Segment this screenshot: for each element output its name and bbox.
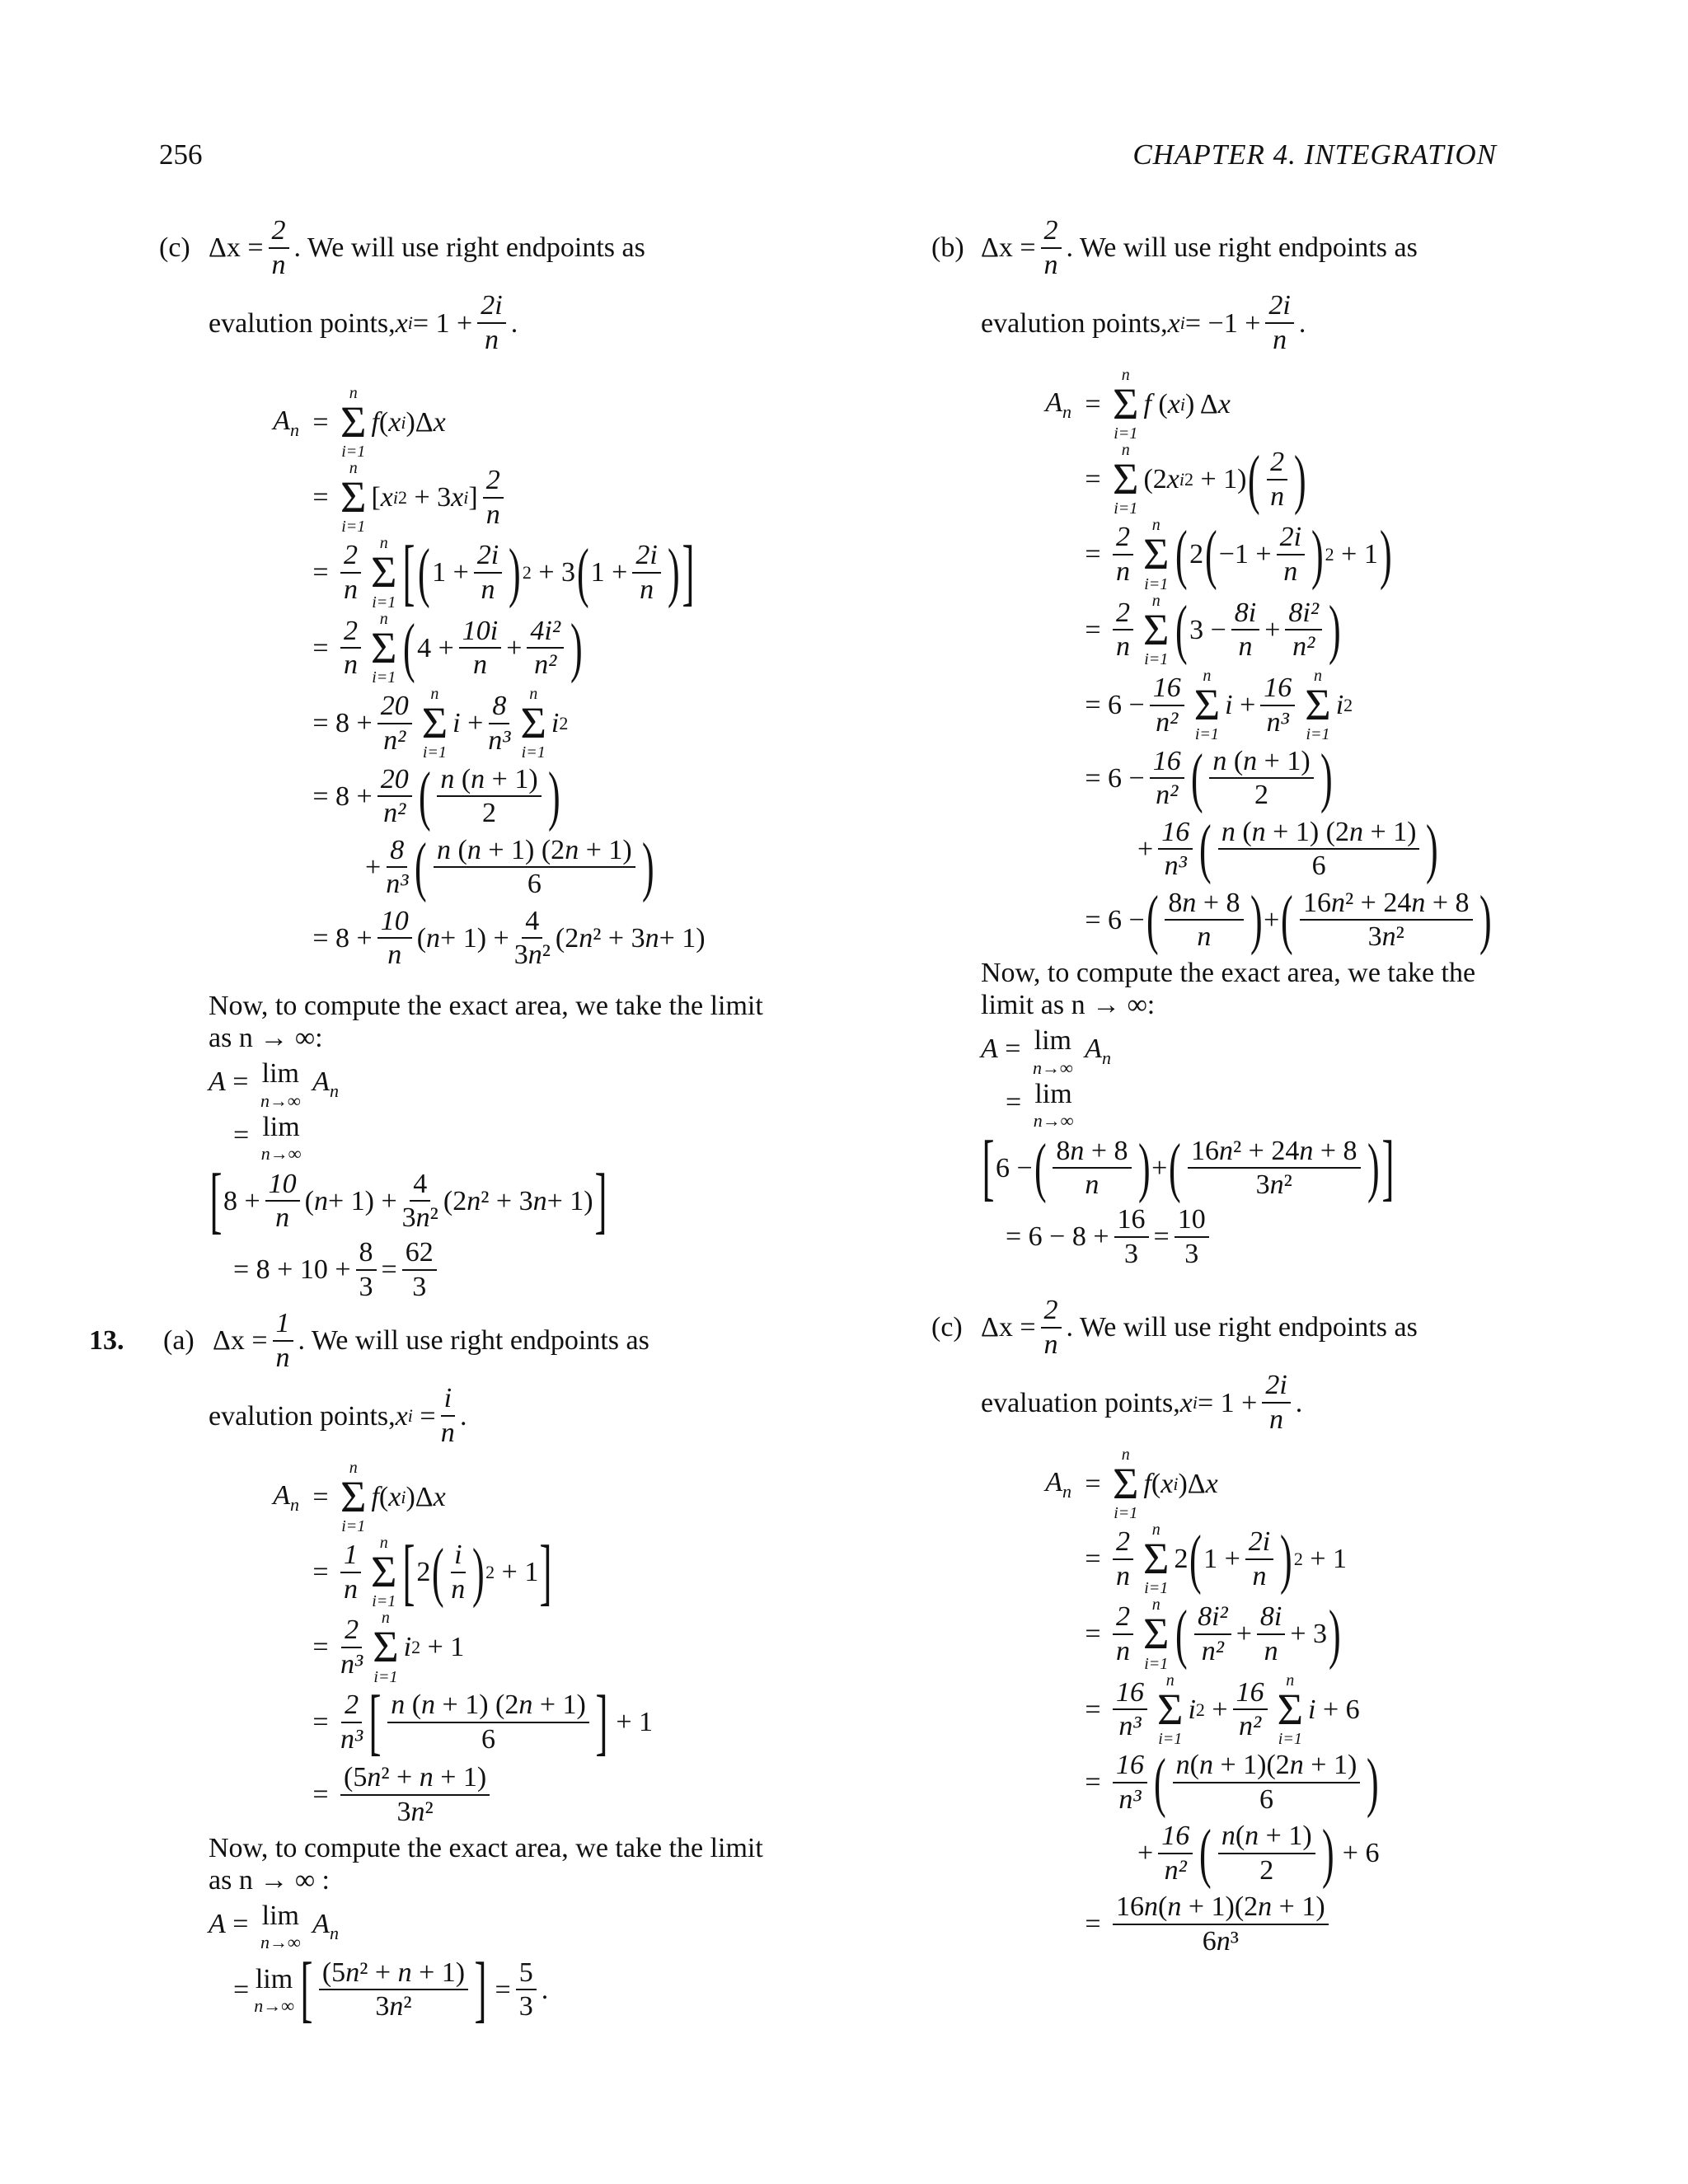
dx-text: Δx = <box>209 232 264 264</box>
dx-fraction: $\frac{1}{n}$ <box>273 1309 293 1372</box>
step: = $\frac{16n(n + 1)(2n + 1)}{\text{6n³}}$ <box>981 1889 1508 1960</box>
dx-fraction: $\frac{2}{n}$ <box>1041 1296 1062 1359</box>
dx-fraction: $\frac{2}{n}$ <box>269 216 289 279</box>
derivation <box>981 1446 1508 1960</box>
step: $A_n$ = n Σ i=1 f ( x i )Δ x <box>1045 1445 1218 1523</box>
intro-text: . We will use right endpoints as <box>293 232 645 264</box>
step: = $\frac{2}{n}$ n Σ i=1 ( 3 − $\frac{8i}{n}$ + $\frac{\text{8i²}}{\text{n²}}$ ) <box>1085 591 1341 668</box>
left-part-c: (c) Δx = $\frac{2}{n}$ . We will use right endpoints as evalution points, x i = 1 + $\frac{2i}{n}$ . $A_n$ = n Σ i=1 f ( x i )Δ x = n Σ i=1 [ x i 2 + 3 x i ] $\frac{2}{n}$ = $\frac{2}{n}$ n Σ i=1 [ ( 1 + $\frac{2i}{n}$ ) 2 + 3 ( 1 + $\frac{2i}{n}$ ) ] = $\frac{2}{n}$ n Σ i=1 ( 4 + $\frac{10i}{n}$ + $\frac{\text{4i²}}{\text{n²}}$ ) = 8 + $\frac{20}{\text{n²}}$ n Σ i=1 i + $\frac{8}{\text{n³}}$ n Σ i=1 i 2 = 8 + $\frac{20}{\text{n²}}$ ( $\frac{n (n + 1)}{2}$ ) + $\frac{8}{\text{n³}}$ ( $\frac{n (n + 1) (2n + 1)}{6}$ ) = 8 + $\frac{10}{n}$ ( n + 1) + $\frac{4}{\text{3n²}}$ (2 n ² + 3 n + 1) Now, to compute the exact area, we take the limit as n → ∞: A = lim n→∞ $A_n$ = lim n→∞ [ 8 + $\frac{10}{n}$ ( n + 1) + $\frac{4}{\text{3n²}}$ (2 n ² + 3 n + 1) ] = 8 + 10 + $\frac{8}{3}$ = $\frac{62}{3}$ <box>159 216 785 1302</box>
problem-13a: 13. (a) Δx = $\frac{1}{n}$ . We will use right endpoints as evalution points, x i = $\frac{i}{n}$ . $A_n$ = n Σ i=1 f ( x i )Δ x = $\frac{1}{n}$ n Σ i=1 [ 2 ( $\frac{i}{n}$ ) 2 + 1 ] = $\frac{2}{\text{n³}}$ n Σ i=1 i 2 + 1 = $\frac{2}{\text{n³}}$ [ $\frac{n (n + 1) (2n + 1)}{6}$ ] + 1 = $\frac{\text{(5n² + n + 1)}}{\text{3n²}}$ Now, to compute the exact area, we take the limit as n → ∞ : A = lim n→∞ $A_n$ = lim n→∞ [ $\frac{\text{(5n² + n + 1)}}{\text{3n²}}$ ] = $\frac{5}{3}$ . <box>159 1309 785 2027</box>
part-label: (b) <box>931 232 964 264</box>
right-part-c: (c) Δx = $\frac{2}{n}$ . We will use right endpoints as evaluation points, x i = 1 + $\frac{2i}{n}$ . $A_n$ = n Σ i=1 f ( x i )Δ x = $\frac{2}{n}$ n Σ i=1 2 ( 1 + $\frac{2i}{n}$ ) 2 + 1 = $\frac{2}{n}$ n Σ i=1 ( $\frac{\text{8i²}}{\text{n²}}$ + $\frac{8i}{n}$ + 3 ) = $\frac{16}{\text{n³}}$ n Σ i=1 i 2 + $\frac{16}{\text{n²}}$ n Σ i=1 i + 6 = $\frac{16}{\text{n³}}$ ( $\frac{n(n + 1)(2n + 1)}{6}$ ) + $\frac{16}{\text{n²}}$ ( $\frac{n(n + 1)}{2}$ ) + 6 = $\frac{16n(n + 1)(2n + 1)}{\text{6n³}}$ <box>931 1296 1508 1960</box>
problem-number: 13. <box>89 1325 124 1357</box>
right-part-b: (b) Δx = $\frac{2}{n}$ . We will use right endpoints as evalution points, x i = −1 + $\frac{2i}{n}$ . $A_n$ = n Σ i=1 f ( x i ) Δ x = n Σ i=1 (2 x i 2 + 1) ( $\frac{2}{n}$ ) = $\frac{2}{n}$ n Σ i=1 ( 2 ( −1 + $\frac{2i}{n}$ ) 2 + 1 ) = $\frac{2}{n}$ n Σ i=1 ( 3 − $\frac{8i}{n}$ + $\frac{\text{8i²}}{\text{n²}}$ ) = 6 − $\frac{16}{\text{n²}}$ n Σ i=1 i + $\frac{16}{\text{n³}}$ n Σ i=1 i 2 = 6 − $\frac{16}{\text{n²}}$ ( $\frac{n (n + 1)}{2}$ ) + $\frac{16}{\text{n³}}$ ( $\frac{n (n + 1) (2n + 1)}{6}$ ) = 6 − ( $\frac{8n + 8}{n}$ ) + ( $\frac{\text{16n² + 24n + 8}}{\text{3n²}}$ ) Now, to compute the exact area, we take the limit as n → ∞: A = lim n→∞ $A_n$ = lim n→∞ [ 6 − ( $\frac{8n + 8}{n}$ ) + ( $\frac{\text{16n² + 24n + 8}}{\text{3n²}}$ ) ] = 6 − 8 + $\frac{16}{3}$ = $\frac{10}{3}$ <box>931 216 1508 1269</box>
step: = $\frac{1}{n}$ n Σ i=1 [ 2 ( $\frac{i}{n}$ ) 2 + 1 ] <box>312 1530 552 1613</box>
step: $A_n$ = n Σ i=1 f ( x i ) Δ x <box>1045 365 1231 443</box>
line2-text: evaluation points, <box>981 1387 1180 1418</box>
line2-text: evalution points, <box>981 307 1168 339</box>
step: = $\frac{16}{\text{n³}}$ ( $\frac{n(n + 1)(2n + 1)}{6}$ ) <box>1085 1746 1379 1819</box>
part-label: (c) <box>159 232 190 264</box>
paragraph: Now, to compute the exact area, we take the limit as n → ∞: <box>981 958 1476 1021</box>
limit-block: A = lim n→∞ $A_n$ = lim n→∞ [ $\frac{\text{(5n² + n + 1)}}{\text{3n²}}$ ] = $\frac{5}{3}$ . <box>209 1900 549 2031</box>
step: = n Σ i=1 (2 x i 2 + 1) ( $\frac{2}{n}$ ) <box>1085 441 1306 518</box>
dx-fraction: $\frac{2}{n}$ <box>1041 216 1062 279</box>
part-label: (a) <box>163 1325 195 1357</box>
step: = $\frac{16}{\text{n³}}$ n Σ i=1 i 2 + $\frac{16}{\text{n²}}$ n Σ i=1 i + 6 <box>1085 1671 1360 1748</box>
xi-fraction: $\frac{2i}{n}$ <box>1262 1371 1290 1434</box>
step: = $\frac{2}{n}$ n Σ i=1 ( $\frac{\text{8i²}}{\text{n²}}$ + $\frac{8i}{n}$ + 3 ) <box>1085 1596 1341 1673</box>
line2-text: evalution points, <box>209 307 396 339</box>
page-number: 256 <box>159 138 203 171</box>
step: = $\frac{2}{\text{n³}}$ [ $\frac{n (n + 1) (2n + 1)}{6}$ ] + 1 <box>312 1680 654 1763</box>
chapter-title: CHAPTER 4. INTEGRATION <box>1132 138 1497 171</box>
step: = $\frac{2}{\text{n³}}$ n Σ i=1 i 2 + 1 <box>312 1609 465 1686</box>
intro-text: . We will use right endpoints as <box>298 1325 649 1357</box>
step: $A_n$ = n Σ i=1 f ( x i )Δ x <box>273 383 446 462</box>
derivation <box>981 367 1508 955</box>
dx-text: Δx = <box>981 1312 1036 1343</box>
step: = $\frac{2}{n}$ n Σ i=1 [ ( 1 + $\frac{2i}{n}$ ) 2 + 3 ( 1 + $\frac{2i}{n}$ ) ] <box>312 531 695 613</box>
step: = 6 − ( $\frac{8n + 8}{n}$ ) + ( $\frac{\text{16n² + 24n + 8}}{\text{3n²}}$ ) <box>1085 883 1492 957</box>
step: = 6 − $\frac{16}{\text{n²}}$ n Σ i=1 i + $\frac{16}{\text{n³}}$ n Σ i=1 i 2 <box>1085 666 1353 744</box>
xi-rhs: = 1 + <box>412 307 473 339</box>
xi-fraction: $\frac{2i}{n}$ <box>1265 291 1293 354</box>
step: = n Σ i=1 [ x i 2 + 3 x i ] $\frac{2}{n}$ <box>209 460 785 535</box>
paragraph: Now, to compute the exact area, we take the limit as n → ∞ : <box>209 1832 763 1896</box>
limit-block: A = lim n→∞ $A_n$ = lim n→∞ [ 8 + $\frac{10}{n}$ ( n + 1) + $\frac{4}{\text{3n²}}$ (2 n ² + 3 n + 1) ] = 8 + 10 + $\frac{8}{3}$ = $\frac{62}{3}$ <box>209 1058 607 1302</box>
xi-rhs: = 1 + <box>1197 1387 1258 1418</box>
step: = $\frac{2}{n}$ n Σ i=1 ( 4 + $\frac{10i}{n}$ + $\frac{\text{4i²}}{\text{n²}}$ ) <box>312 609 583 687</box>
dx-text: Δx = <box>981 232 1036 264</box>
step: = $\frac{2}{n}$ n Σ i=1 ( 2 ( −1 + $\frac{2i}{n}$ ) 2 + 1 ) <box>1085 516 1392 593</box>
step: = 8 + $\frac{20}{\text{n²}}$ ( $\frac{n (n + 1)}{2}$ ) <box>312 760 560 833</box>
step: = 6 − $\frac{16}{\text{n²}}$ ( $\frac{n (n + 1)}{2}$ ) <box>1085 742 1333 815</box>
line2-text: evalution points, <box>209 1400 396 1432</box>
part-label: (c) <box>931 1312 963 1343</box>
intro-text: . We will use right endpoints as <box>1066 232 1418 264</box>
dx-text: Δx = <box>213 1325 268 1357</box>
intro-text: . We will use right endpoints as <box>1066 1312 1418 1343</box>
derivation <box>209 1460 785 1830</box>
derivation <box>209 385 785 973</box>
step: = $\frac{\text{(5n² + n + 1)}}{\text{3n²}}$ <box>209 1760 785 1830</box>
step: + $\frac{16}{\text{n³}}$ ( $\frac{n (n + 1) (2n + 1)}{6}$ ) <box>1137 813 1439 886</box>
xi-rhs: = −1 + <box>1184 307 1261 339</box>
step: = $\frac{2}{n}$ n Σ i=1 2 ( 1 + $\frac{2i}{n}$ ) 2 + 1 <box>1085 1521 1348 1598</box>
math-source-text <box>0 0 1 1</box>
xi-fraction: $\frac{i}{n}$ <box>440 1383 455 1449</box>
limit-block: A = lim n→∞ $A_n$ = lim n→∞ [ 6 − ( $\frac{8n + 8}{n}$ ) + ( $\frac{\text{16n² + 24n + 8}}{\text{3n²}}$ ) ] = 6 − 8 + $\frac{16}{3}$ = $\frac{10}{3}$ <box>981 1025 1395 1269</box>
paragraph: Now, to compute the exact area, we take the limit as n → ∞: <box>209 991 763 1054</box>
step: $A_n$ = n Σ i=1 f ( x i )Δ x <box>273 1458 446 1536</box>
step: = 8 + $\frac{10}{n}$ ( n + 1) + $\frac{4}{\text{3n²}}$ (2 n ² + 3 n + 1) <box>312 905 706 971</box>
step: + $\frac{8}{\text{n³}}$ ( $\frac{n (n + 1) (2n + 1)}{6}$ ) <box>365 831 654 904</box>
xi-fraction: $\frac{2i}{n}$ <box>477 291 505 354</box>
step: + $\frac{16}{\text{n²}}$ ( $\frac{n(n + 1)}{2}$ ) + 6 <box>1137 1816 1380 1890</box>
step: = 8 + $\frac{20}{\text{n²}}$ n Σ i=1 i + $\frac{8}{\text{n³}}$ n Σ i=1 i 2 <box>312 684 569 762</box>
